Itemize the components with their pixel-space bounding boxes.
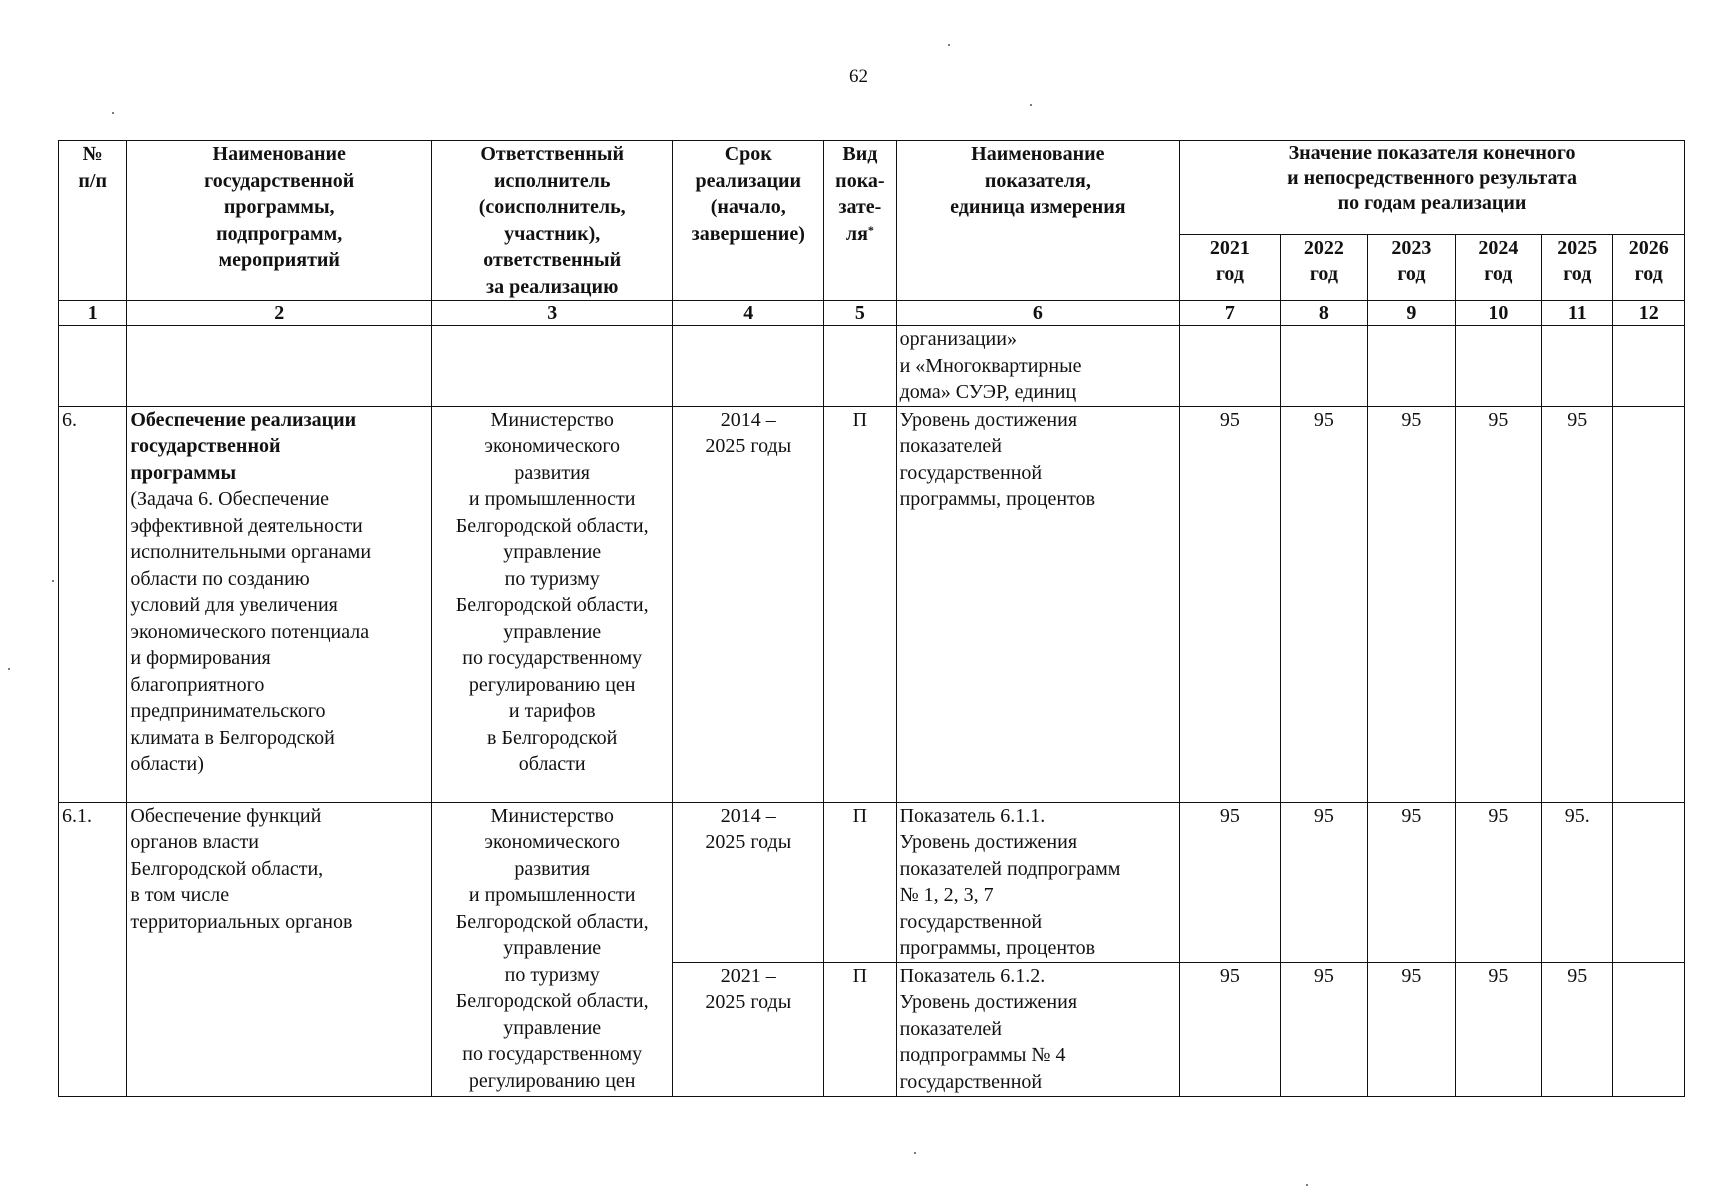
row-term: 2014 – 2025 годы — [673, 406, 824, 802]
row-value: 95 — [1368, 802, 1455, 962]
indicators-table — [58, 140, 1685, 1097]
row-value — [1455, 326, 1541, 407]
row-value: 95 — [1368, 962, 1455, 1096]
row-value: 95 — [1368, 406, 1455, 802]
row-value: 95 — [1542, 406, 1613, 802]
row-name: Обеспечение функций органов власти Белгородской области, в том числе территориальных органов — [127, 802, 432, 1096]
header-year: 2023 год — [1368, 234, 1455, 300]
header-indicator-kind — [824, 141, 896, 301]
row-value: 95 — [1180, 406, 1281, 802]
row-responsible: Министерство экономического развития и промышленности Белгородской области, управление по туризму Белгородской области, управление по государственному регулированию цен — [432, 802, 673, 1096]
column-number: 1 — [59, 301, 127, 326]
scan-speck — [8, 668, 10, 670]
row-name-description: (Задача 6. Обеспечение эффективной деятельности исполнительными органами области по созданию условий для увеличения экономического потенциала и формирования благоприятного предпринимательского климата в Белгородской области) — [130, 488, 372, 775]
row-value: 95. — [1542, 802, 1613, 962]
header-row-1 — [59, 141, 1685, 235]
table-row — [59, 802, 1685, 962]
row-value: 95 — [1455, 406, 1541, 802]
row-value: 95 — [1280, 802, 1367, 962]
row-indicator: Уровень достижения показателей государственной программы, процентов — [896, 406, 1180, 802]
column-number: 3 — [432, 301, 673, 326]
header-year: 2021 год — [1180, 234, 1281, 300]
header-program-name: Наименование государственной программы, подпрограмм, мероприятий — [127, 141, 432, 301]
header-indicator-kind-text: Вид пока- зате- ля — [835, 143, 885, 245]
header-year: 2022 год — [1280, 234, 1367, 300]
row-kind: П — [824, 802, 896, 962]
row-term: 2014 – 2025 годы — [673, 802, 824, 962]
row-value — [1613, 406, 1685, 802]
row-number — [59, 326, 127, 407]
table-row — [59, 326, 1685, 407]
column-number: 8 — [1280, 301, 1367, 326]
row-responsible — [432, 326, 673, 407]
row-value — [1613, 326, 1685, 407]
header-number: № п/п — [59, 141, 127, 301]
column-number: 7 — [1180, 301, 1281, 326]
scan-speck — [1306, 1184, 1308, 1186]
column-number: 10 — [1455, 301, 1541, 326]
table-row — [59, 406, 1685, 802]
scan-speck — [52, 580, 54, 582]
row-term — [673, 326, 824, 407]
row-responsible: Министерство экономического развития и промышленности Белгородской области, управление по туризму Белгородской области, управление по государственному регулированию цен и тарифов в Белгородской области — [432, 406, 673, 802]
header-indicator-name: Наименование показателя, единица измерения — [896, 141, 1180, 301]
header-values-group: Значение показателя конечного и непосредственного результата по годам реализации — [1180, 141, 1685, 235]
scan-speck — [1030, 104, 1032, 106]
row-value — [1613, 962, 1685, 1096]
row-indicator: организации» и «Многоквартирные дома» СУЭР, единиц — [896, 326, 1180, 407]
row-kind: П — [824, 406, 896, 802]
row-number: 6.1. — [59, 802, 127, 1096]
scan-speck — [112, 112, 114, 114]
row-name-cell — [127, 406, 432, 802]
footnote-mark: * — [867, 222, 874, 237]
column-number: 12 — [1613, 301, 1685, 326]
column-number: 6 — [896, 301, 1180, 326]
row-value: 95 — [1455, 962, 1541, 1096]
header-year: 2026 год — [1613, 234, 1685, 300]
scan-speck — [914, 1152, 916, 1154]
header-responsible: Ответственный исполнитель (соисполнитель, участник), ответственный за реализацию — [432, 141, 673, 301]
column-number: 9 — [1368, 301, 1455, 326]
row-value: 95 — [1455, 802, 1541, 962]
header-year: 2025 год — [1542, 234, 1613, 300]
row-value: 95 — [1180, 962, 1281, 1096]
row-value — [1368, 326, 1455, 407]
row-value: 95 — [1280, 962, 1367, 1096]
row-value — [1613, 802, 1685, 962]
row-indicator: Показатель 6.1.2. Уровень достижения показателей подпрограммы № 4 государственной — [896, 962, 1180, 1096]
page-number: 62 — [849, 66, 868, 87]
row-value: 95 — [1542, 962, 1613, 1096]
row-kind: П — [824, 962, 896, 1096]
row-term: 2021 – 2025 годы — [673, 962, 824, 1096]
header-year: 2024 год — [1455, 234, 1541, 300]
row-name-title: Обеспечение реализации государственной программы — [130, 408, 357, 484]
column-number: 2 — [127, 301, 432, 326]
row-value: 95 — [1280, 406, 1367, 802]
row-value: 95 — [1180, 802, 1281, 962]
column-number: 5 — [824, 301, 896, 326]
header-term: Срок реализации (начало, завершение) — [673, 141, 824, 301]
column-number: 11 — [1542, 301, 1613, 326]
row-name — [127, 326, 432, 407]
row-number: 6. — [59, 406, 127, 802]
column-number: 4 — [673, 301, 824, 326]
row-kind — [824, 326, 896, 407]
row-value — [1542, 326, 1613, 407]
row-value — [1180, 326, 1281, 407]
scan-speck — [948, 44, 950, 46]
column-numbers-row — [59, 301, 1685, 326]
row-indicator: Показатель 6.1.1. Уровень достижения показателей подпрограмм № 1, 2, 3, 7 государственной программы, процентов — [896, 802, 1180, 962]
row-value — [1280, 326, 1367, 407]
